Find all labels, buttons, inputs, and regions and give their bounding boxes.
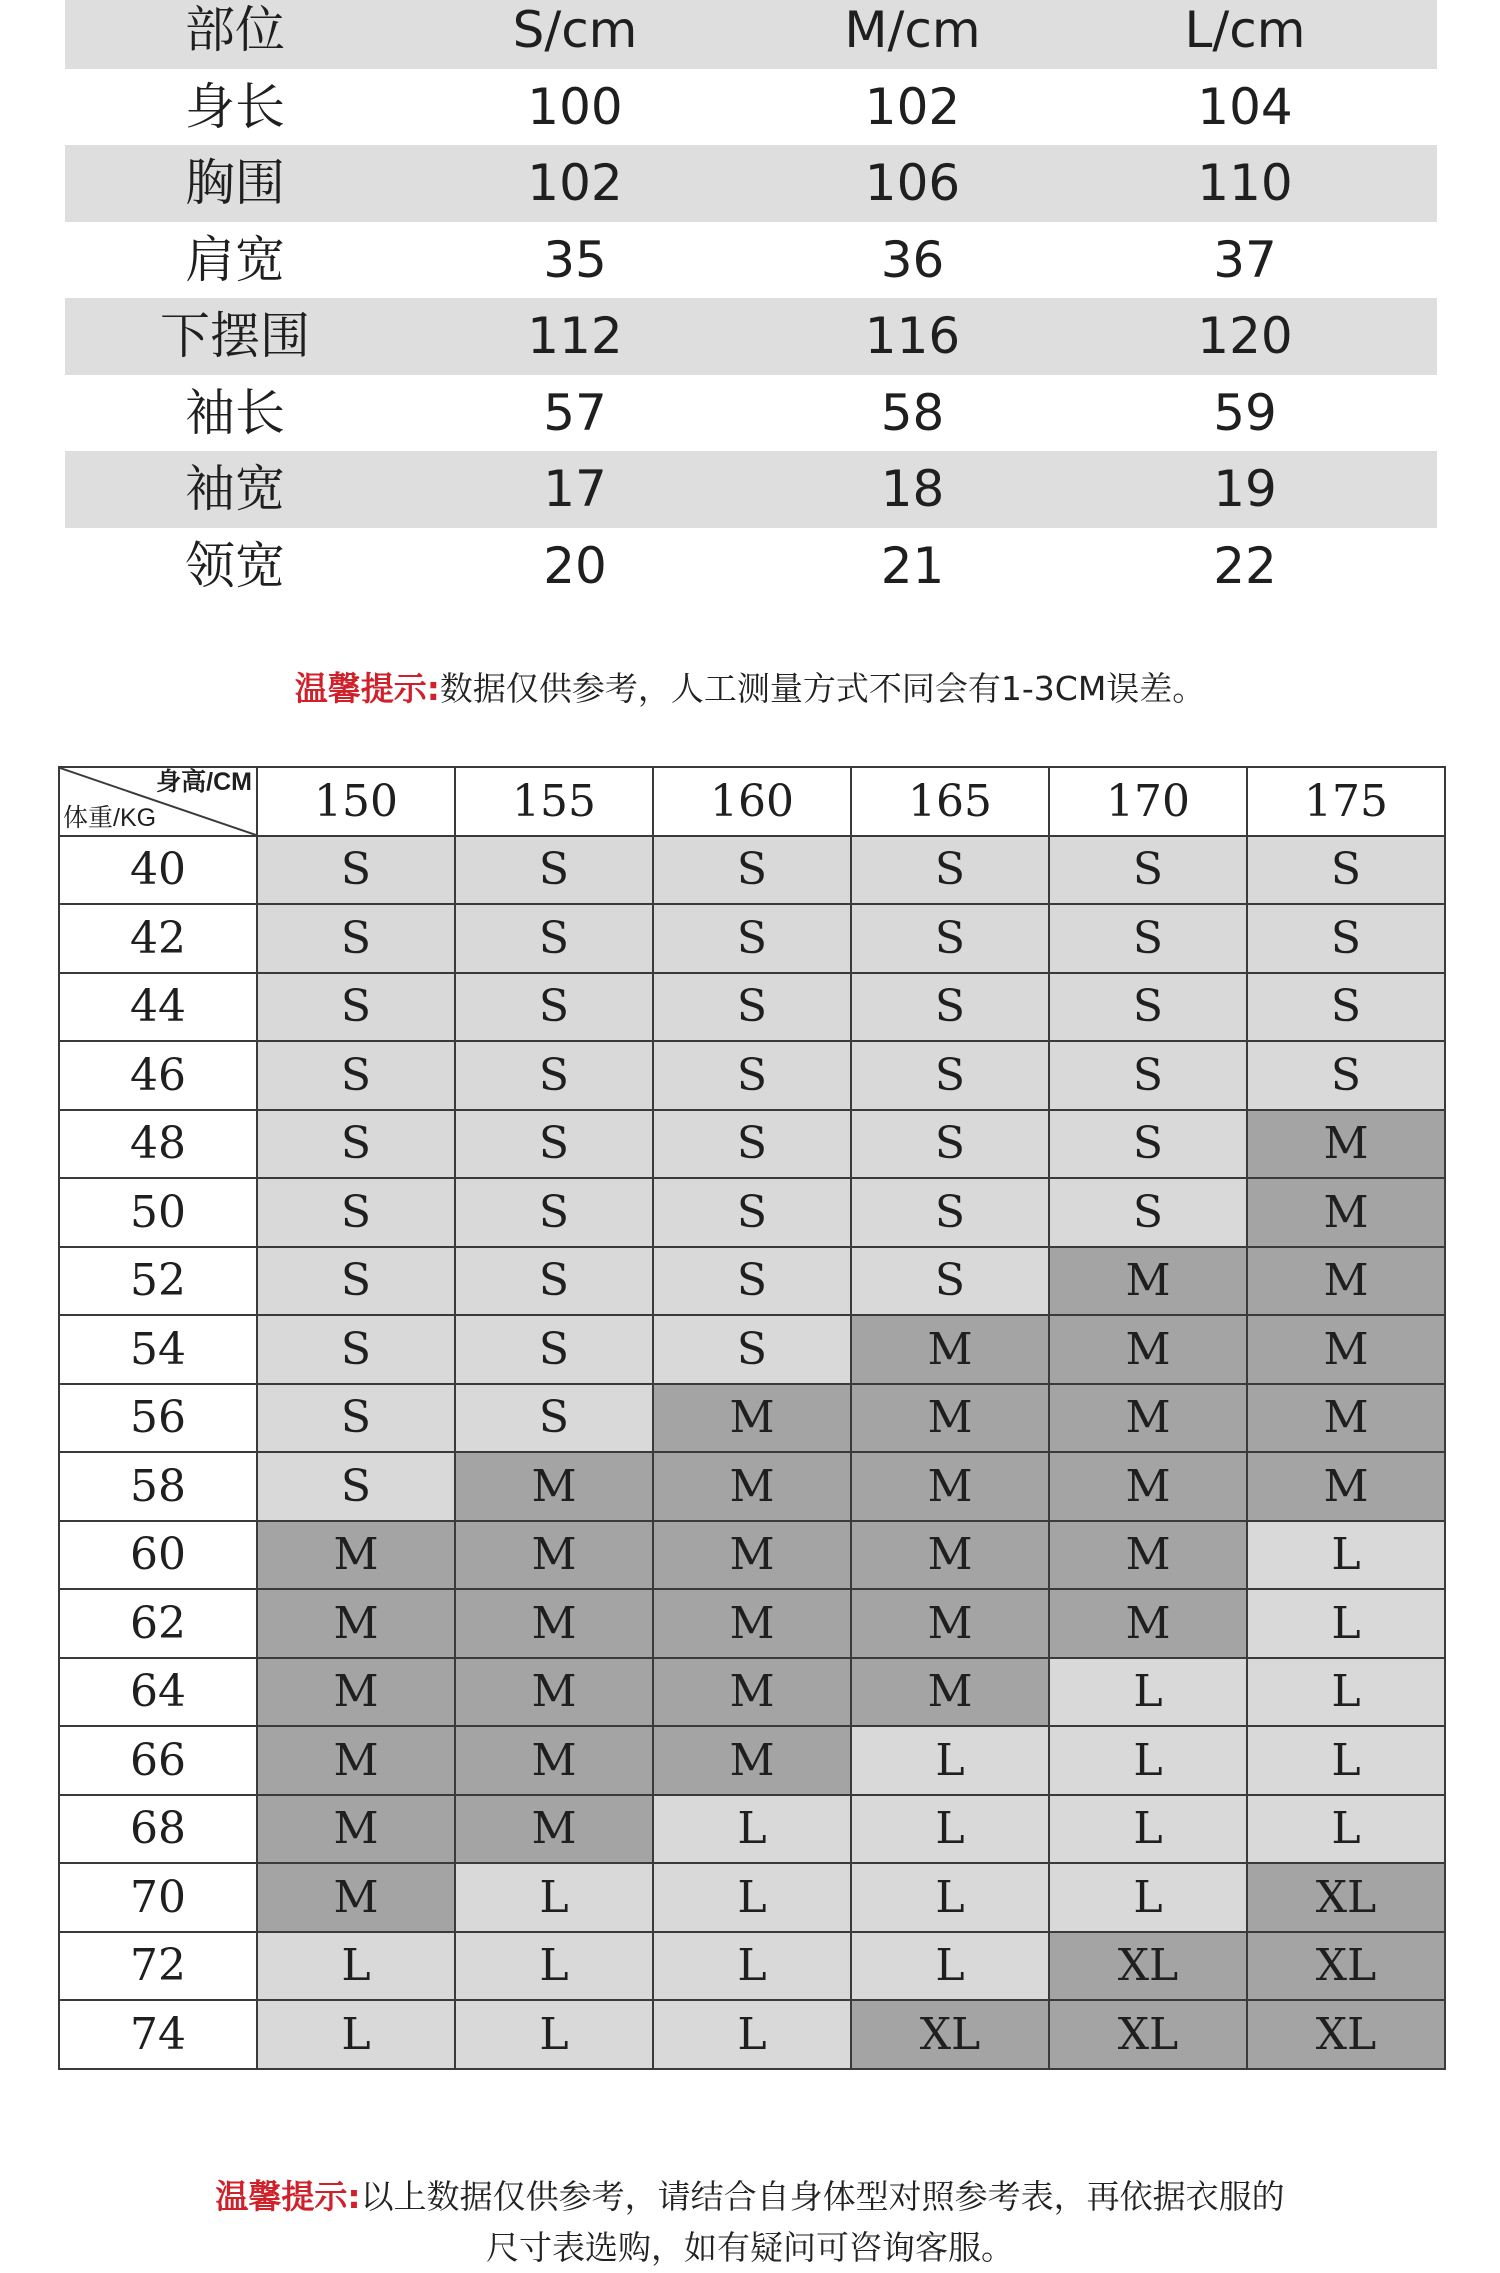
value-l: 22 bbox=[1213, 536, 1277, 595]
size-cell: S bbox=[851, 836, 1049, 905]
height-header-row bbox=[59, 767, 1445, 836]
size-cell: M bbox=[653, 1384, 851, 1453]
size-cell: M bbox=[1049, 1247, 1247, 1316]
size-cell: S bbox=[1049, 1110, 1247, 1179]
height-axis-label: 身高/CM bbox=[156, 768, 252, 796]
part-name: 身长 bbox=[185, 77, 285, 136]
weight-row bbox=[59, 1315, 1445, 1384]
size-cell: S bbox=[257, 1315, 455, 1384]
size-cell: S bbox=[653, 973, 851, 1042]
size-cell: M bbox=[1049, 1384, 1247, 1453]
size-cell: S bbox=[257, 836, 455, 905]
measurement-row bbox=[65, 451, 1437, 528]
size-cell: L bbox=[653, 1863, 851, 1932]
weight-value: 54 bbox=[59, 1315, 257, 1384]
weight-value: 72 bbox=[59, 1932, 257, 2001]
size-cell: M bbox=[1247, 1315, 1445, 1384]
height-header: 150 bbox=[257, 767, 455, 836]
header-size-s: S/cm bbox=[512, 1, 638, 60]
size-cell: S bbox=[851, 904, 1049, 973]
size-cell: S bbox=[257, 1384, 455, 1453]
size-cell: S bbox=[653, 1178, 851, 1247]
weight-row bbox=[59, 1726, 1445, 1795]
measurement-table bbox=[65, 0, 1437, 604]
value-s: 112 bbox=[527, 307, 623, 366]
weight-value: 42 bbox=[59, 904, 257, 973]
size-cell: S bbox=[455, 1315, 653, 1384]
size-cell: S bbox=[1049, 904, 1247, 973]
size-cell: M bbox=[257, 1658, 455, 1727]
weight-axis-label: 体重/KG bbox=[63, 803, 157, 832]
size-cell: M bbox=[653, 1521, 851, 1590]
weight-row bbox=[59, 1384, 1445, 1453]
size-cell: M bbox=[455, 1658, 653, 1727]
size-cell: M bbox=[851, 1452, 1049, 1521]
tip-label: 温馨提示: bbox=[294, 669, 440, 708]
size-cell: M bbox=[851, 1521, 1049, 1590]
size-cell: S bbox=[653, 1041, 851, 1110]
value-m: 116 bbox=[864, 307, 961, 366]
weight-value: 40 bbox=[59, 836, 257, 905]
size-cell: M bbox=[851, 1384, 1049, 1453]
size-cell: S bbox=[257, 1247, 455, 1316]
weight-value: 66 bbox=[59, 1726, 257, 1795]
weight-value: 64 bbox=[59, 1658, 257, 1727]
size-cell: M bbox=[455, 1589, 653, 1658]
weight-row bbox=[59, 836, 1445, 905]
value-l: 120 bbox=[1197, 307, 1293, 366]
size-cell: XL bbox=[1247, 2000, 1445, 2069]
size-recommendation-grid bbox=[58, 766, 1446, 2070]
value-s: 20 bbox=[543, 536, 607, 595]
size-cell: M bbox=[257, 1726, 455, 1795]
weight-value: 50 bbox=[59, 1178, 257, 1247]
size-cell: M bbox=[1049, 1521, 1247, 1590]
value-s: 100 bbox=[527, 77, 623, 136]
size-cell: M bbox=[257, 1521, 455, 1590]
weight-value: 74 bbox=[59, 2000, 257, 2069]
size-cell: M bbox=[1247, 1178, 1445, 1247]
value-s: 17 bbox=[543, 460, 607, 519]
size-cell: M bbox=[653, 1658, 851, 1727]
size-cell: S bbox=[257, 1041, 455, 1110]
part-name: 肩宽 bbox=[185, 230, 285, 289]
value-m: 21 bbox=[880, 536, 945, 595]
size-cell: M bbox=[1049, 1589, 1247, 1658]
size-cell: L bbox=[257, 1932, 455, 2001]
measurement-row bbox=[65, 222, 1437, 299]
size-cell: S bbox=[455, 1247, 653, 1316]
value-l: 104 bbox=[1197, 77, 1293, 136]
height-header: 165 bbox=[851, 767, 1049, 836]
weight-value: 46 bbox=[59, 1041, 257, 1110]
measurement-row bbox=[65, 69, 1437, 146]
size-cell: S bbox=[455, 1178, 653, 1247]
size-cell: L bbox=[653, 2000, 851, 2069]
value-l: 37 bbox=[1213, 230, 1277, 289]
size-cell: L bbox=[1247, 1521, 1445, 1590]
size-cell: S bbox=[1049, 973, 1247, 1042]
size-cell: L bbox=[455, 2000, 653, 2069]
size-cell: S bbox=[1049, 836, 1247, 905]
value-l: 59 bbox=[1213, 383, 1277, 442]
size-cell: L bbox=[1049, 1795, 1247, 1864]
size-cell: L bbox=[851, 1726, 1049, 1795]
size-cell: M bbox=[851, 1315, 1049, 1384]
size-cell: M bbox=[1049, 1315, 1247, 1384]
size-cell: M bbox=[455, 1521, 653, 1590]
size-cell: S bbox=[455, 1041, 653, 1110]
weight-value: 58 bbox=[59, 1452, 257, 1521]
size-cell: S bbox=[257, 973, 455, 1042]
size-cell: M bbox=[653, 1726, 851, 1795]
size-cell: M bbox=[1247, 1384, 1445, 1453]
size-cell: S bbox=[851, 1110, 1049, 1179]
size-cell: M bbox=[1247, 1110, 1445, 1179]
size-cell: M bbox=[851, 1589, 1049, 1658]
weight-row bbox=[59, 1041, 1445, 1110]
size-cell: L bbox=[1247, 1726, 1445, 1795]
size-cell: XL bbox=[1247, 1863, 1445, 1932]
weight-row bbox=[59, 1452, 1445, 1521]
size-cell: M bbox=[1247, 1247, 1445, 1316]
weight-value: 44 bbox=[59, 973, 257, 1042]
weight-row bbox=[59, 1795, 1445, 1864]
header-part: 部位 bbox=[185, 1, 285, 60]
part-name: 袖宽 bbox=[185, 460, 285, 519]
value-m: 58 bbox=[880, 383, 945, 442]
size-cell: S bbox=[455, 904, 653, 973]
size-cell: XL bbox=[1247, 1932, 1445, 2001]
size-cell: L bbox=[653, 1932, 851, 2001]
size-cell: M bbox=[257, 1589, 455, 1658]
size-cell: S bbox=[257, 904, 455, 973]
weight-row bbox=[59, 973, 1445, 1042]
value-s: 35 bbox=[543, 230, 607, 289]
value-m: 106 bbox=[864, 154, 961, 213]
size-cell: L bbox=[653, 1795, 851, 1864]
tip-text-line1: 以上数据仅供参考，请结合自身体型对照参考表，再依据衣服的 bbox=[360, 2177, 1285, 2216]
weight-value: 62 bbox=[59, 1589, 257, 1658]
size-cell: S bbox=[653, 904, 851, 973]
value-s: 102 bbox=[527, 154, 623, 213]
weight-value: 52 bbox=[59, 1247, 257, 1316]
size-cell: XL bbox=[851, 2000, 1049, 2069]
weight-value: 48 bbox=[59, 1110, 257, 1179]
tip-text-line2: 尺寸表选购，如有疑问可咨询客服。 bbox=[486, 2228, 1014, 2268]
size-cell: M bbox=[257, 1863, 455, 1932]
value-s: 57 bbox=[543, 383, 607, 442]
height-header: 160 bbox=[653, 767, 851, 836]
tip-label: 温馨提示: bbox=[215, 2177, 361, 2216]
weight-row bbox=[59, 2000, 1445, 2069]
value-m: 18 bbox=[880, 460, 945, 519]
measurement-row bbox=[65, 298, 1437, 375]
size-cell: L bbox=[1247, 1658, 1445, 1727]
header-size-l: L/cm bbox=[1184, 1, 1306, 60]
size-cell: M bbox=[257, 1795, 455, 1864]
size-cell: S bbox=[455, 973, 653, 1042]
height-header: 155 bbox=[455, 767, 653, 836]
size-cell: S bbox=[1247, 836, 1445, 905]
size-cell: L bbox=[257, 2000, 455, 2069]
size-cell: L bbox=[455, 1932, 653, 2001]
size-cell: M bbox=[455, 1452, 653, 1521]
measurement-tip bbox=[0, 663, 1500, 714]
value-m: 36 bbox=[880, 230, 945, 289]
measurement-row bbox=[65, 528, 1437, 605]
size-cell: L bbox=[851, 1795, 1049, 1864]
weight-row bbox=[59, 1521, 1445, 1590]
weight-row bbox=[59, 1932, 1445, 2001]
size-cell: M bbox=[653, 1589, 851, 1658]
size-cell: XL bbox=[1049, 2000, 1247, 2069]
weight-row bbox=[59, 1589, 1445, 1658]
part-name: 袖长 bbox=[185, 383, 285, 442]
size-cell: S bbox=[851, 973, 1049, 1042]
size-cell: S bbox=[1049, 1178, 1247, 1247]
header-size-m: M/cm bbox=[844, 1, 981, 60]
size-cell: M bbox=[455, 1726, 653, 1795]
size-cell: S bbox=[257, 1110, 455, 1179]
size-cell: L bbox=[1049, 1658, 1247, 1727]
size-cell: L bbox=[1247, 1795, 1445, 1864]
size-cell: M bbox=[1049, 1452, 1247, 1521]
weight-value: 60 bbox=[59, 1521, 257, 1590]
size-cell: S bbox=[851, 1247, 1049, 1316]
size-cell: S bbox=[653, 1315, 851, 1384]
size-cell: S bbox=[653, 836, 851, 905]
size-cell: M bbox=[653, 1452, 851, 1521]
value-l: 110 bbox=[1197, 154, 1293, 213]
size-cell: M bbox=[455, 1795, 653, 1864]
weight-row bbox=[59, 904, 1445, 973]
weight-row bbox=[59, 1110, 1445, 1179]
size-cell: S bbox=[1247, 1041, 1445, 1110]
size-cell: S bbox=[851, 1178, 1049, 1247]
size-cell: S bbox=[455, 836, 653, 905]
size-cell: S bbox=[455, 1384, 653, 1453]
size-cell: L bbox=[455, 1863, 653, 1932]
size-cell: S bbox=[653, 1110, 851, 1179]
size-tip bbox=[0, 2171, 1500, 2273]
value-m: 102 bbox=[864, 77, 961, 136]
size-cell: S bbox=[1049, 1041, 1247, 1110]
measurement-header-row bbox=[65, 0, 1437, 69]
part-name: 胸围 bbox=[185, 154, 285, 213]
weight-row bbox=[59, 1247, 1445, 1316]
size-cell: S bbox=[257, 1178, 455, 1247]
part-name: 领宽 bbox=[185, 536, 285, 595]
height-header: 170 bbox=[1049, 767, 1247, 836]
size-cell: M bbox=[851, 1658, 1049, 1727]
weight-row bbox=[59, 1658, 1445, 1727]
size-cell: S bbox=[455, 1110, 653, 1179]
size-cell: L bbox=[1049, 1726, 1247, 1795]
weight-value: 68 bbox=[59, 1795, 257, 1864]
tip-text: 数据仅供参考，人工测量方式不同会有1-3CM误差。 bbox=[439, 669, 1206, 708]
size-cell: L bbox=[1049, 1863, 1247, 1932]
size-cell: S bbox=[257, 1452, 455, 1521]
weight-row bbox=[59, 1178, 1445, 1247]
part-name: 下摆围 bbox=[160, 307, 310, 366]
size-grid-body bbox=[59, 836, 1445, 2069]
size-cell: S bbox=[1247, 904, 1445, 973]
size-cell: L bbox=[851, 1932, 1049, 2001]
size-cell: L bbox=[851, 1863, 1049, 1932]
size-cell: L bbox=[1247, 1589, 1445, 1658]
weight-value: 56 bbox=[59, 1384, 257, 1453]
size-cell: XL bbox=[1049, 1932, 1247, 2001]
size-cell: M bbox=[1247, 1452, 1445, 1521]
measurement-row bbox=[65, 145, 1437, 222]
weight-value: 70 bbox=[59, 1863, 257, 1932]
weight-row bbox=[59, 1863, 1445, 1932]
measurement-row bbox=[65, 375, 1437, 452]
height-header: 175 bbox=[1247, 767, 1445, 836]
size-cell: S bbox=[1247, 973, 1445, 1042]
corner-cell bbox=[59, 767, 257, 836]
size-cell: S bbox=[653, 1247, 851, 1316]
value-l: 19 bbox=[1213, 460, 1277, 519]
size-cell: S bbox=[851, 1041, 1049, 1110]
